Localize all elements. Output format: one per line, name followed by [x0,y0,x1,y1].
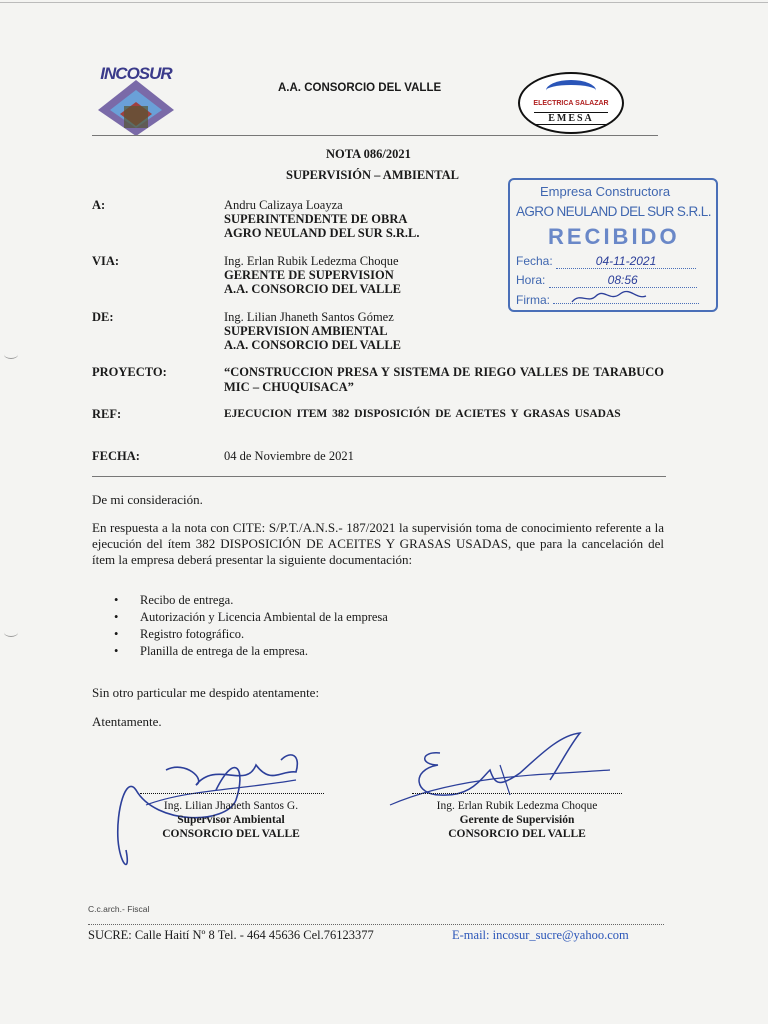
scan-edge [0,2,768,3]
stamp-received: RECIBIDO [548,224,680,249]
from-org: A.A. CONSORCIO DEL VALLE [224,338,402,352]
from-title: SUPERVISION AMBIENTAL [224,324,388,338]
to-title: SUPERINTENDENTE DE OBRA [224,212,408,226]
project-label: PROYECTO: [92,365,167,379]
received-stamp [508,178,718,312]
signature-line-right [412,793,622,794]
emesa-logo [518,72,624,134]
stamp-line2: AGRO NEULAND DEL SUR S.R.L. [516,204,711,219]
from-label: DE: [92,310,114,324]
closing: Sin otro particular me despido atentamente: [92,685,320,700]
via-org: A.A. CONSORCIO DEL VALLE [224,282,402,296]
signer-left-org: CONSORCIO DEL VALLE [162,828,300,840]
header-rule [92,135,658,136]
via-label: VIA: [92,254,120,268]
signature-left [122,799,340,841]
note-number: NOTA 086/2021 [326,147,411,161]
footer-address: SUCRE: Calle Haití Nº 8 Tel. - 464 45636 Cel.76123377 [88,928,374,942]
body-paragraph: En respuesta a la nota con CITE: S/P.T./A.N.S.- 187/2021 la supervisión toma de conocimiento referente a la ejecución del ítem 382 DISPOSICIÓN DE ACEITES Y GRASAS USADAS, que para la cancelación del ítem la empresa deberá presentar la siguiente documentación: [92,520,664,567]
stamp-firma-label: Firma: [516,293,550,307]
list-item: • Registro fotográfico. [114,626,534,643]
date-label: FECHA: [92,449,140,463]
project-value: “CONSTRUCCION PRESA Y SISTEMA DE RIEGO VALLES DE TARABUCO MIC – CHUQUISACA” [224,365,664,394]
list-item: • Planilla de entrega de la empresa. [114,643,534,660]
cc-note: C.c.arch.- Fiscal [88,904,150,914]
company-name: A.A. CONSORCIO DEL VALLE [278,82,442,94]
document-list [114,592,534,660]
footer-rule [88,924,664,925]
logo-arc [546,80,596,101]
to-label: A: [92,198,106,212]
footer-email: E-mail: incosur_sucre@yahoo.com [452,928,629,942]
via-name: Ing. Erlan Rubik Ledezma Choque [224,254,399,268]
signer-left-role: Supervisor Ambiental [177,814,285,826]
incosur-logo [96,62,176,136]
stamp-hora-value: 08:56 [549,273,697,288]
logo-top-text: ELECTRICA SALAZAR [533,100,609,107]
greeting: De mi consideración. [92,492,203,507]
signer-left-name: Ing. Lilian Jhaneth Santos G. [163,800,299,812]
to-block [224,198,420,240]
signature-right [404,799,630,841]
to-name: Andru Calizaya Loayza [224,198,343,212]
logo-text: INCOSUR [100,64,172,83]
stamp-line1: Empresa Constructora [540,184,671,199]
note-subject: SUPERVISIÓN – AMBIENTAL [286,168,459,182]
sign-off: Atentamente. [92,714,162,729]
stamp-hour-row [516,273,708,288]
fields-rule [92,476,666,477]
via-block [224,254,401,296]
signer-right-role: Gerente de Supervisión [459,814,575,826]
stamp-date-row [516,254,708,269]
from-name: Ing. Lilian Jhaneth Santos Gómez [224,310,394,324]
ref-value: EJECUCION ITEM 382 DISPOSICIÓN DE ACIETES Y GRASAS USADAS [224,408,621,420]
list-item: • Recibo de entrega. [114,592,534,609]
list-item: • Autorización y Licencia Ambiental de la empresa [114,609,534,626]
scan-mark [4,350,18,359]
stamp-hora-label: Hora: [516,273,546,287]
ref-label: REF: [92,407,122,421]
signer-right-name: Ing. Erlan Rubik Ledezma Choque [436,800,598,812]
stamp-signature [570,290,650,306]
signature-line-left [140,793,324,794]
date-value: 04 de Noviembre de 2021 [224,449,354,463]
stamp-fecha-value: 04-11-2021 [556,254,696,269]
logo-bottom-text: EMESA [534,112,608,125]
stamp-fecha-label: Fecha: [516,254,553,268]
via-title: GERENTE DE SUPERVISION [224,268,394,282]
scan-mark [4,628,18,637]
to-org: AGRO NEULAND DEL SUR S.R.L. [224,226,420,240]
from-block [224,310,401,352]
signer-right-org: CONSORCIO DEL VALLE [448,828,586,840]
